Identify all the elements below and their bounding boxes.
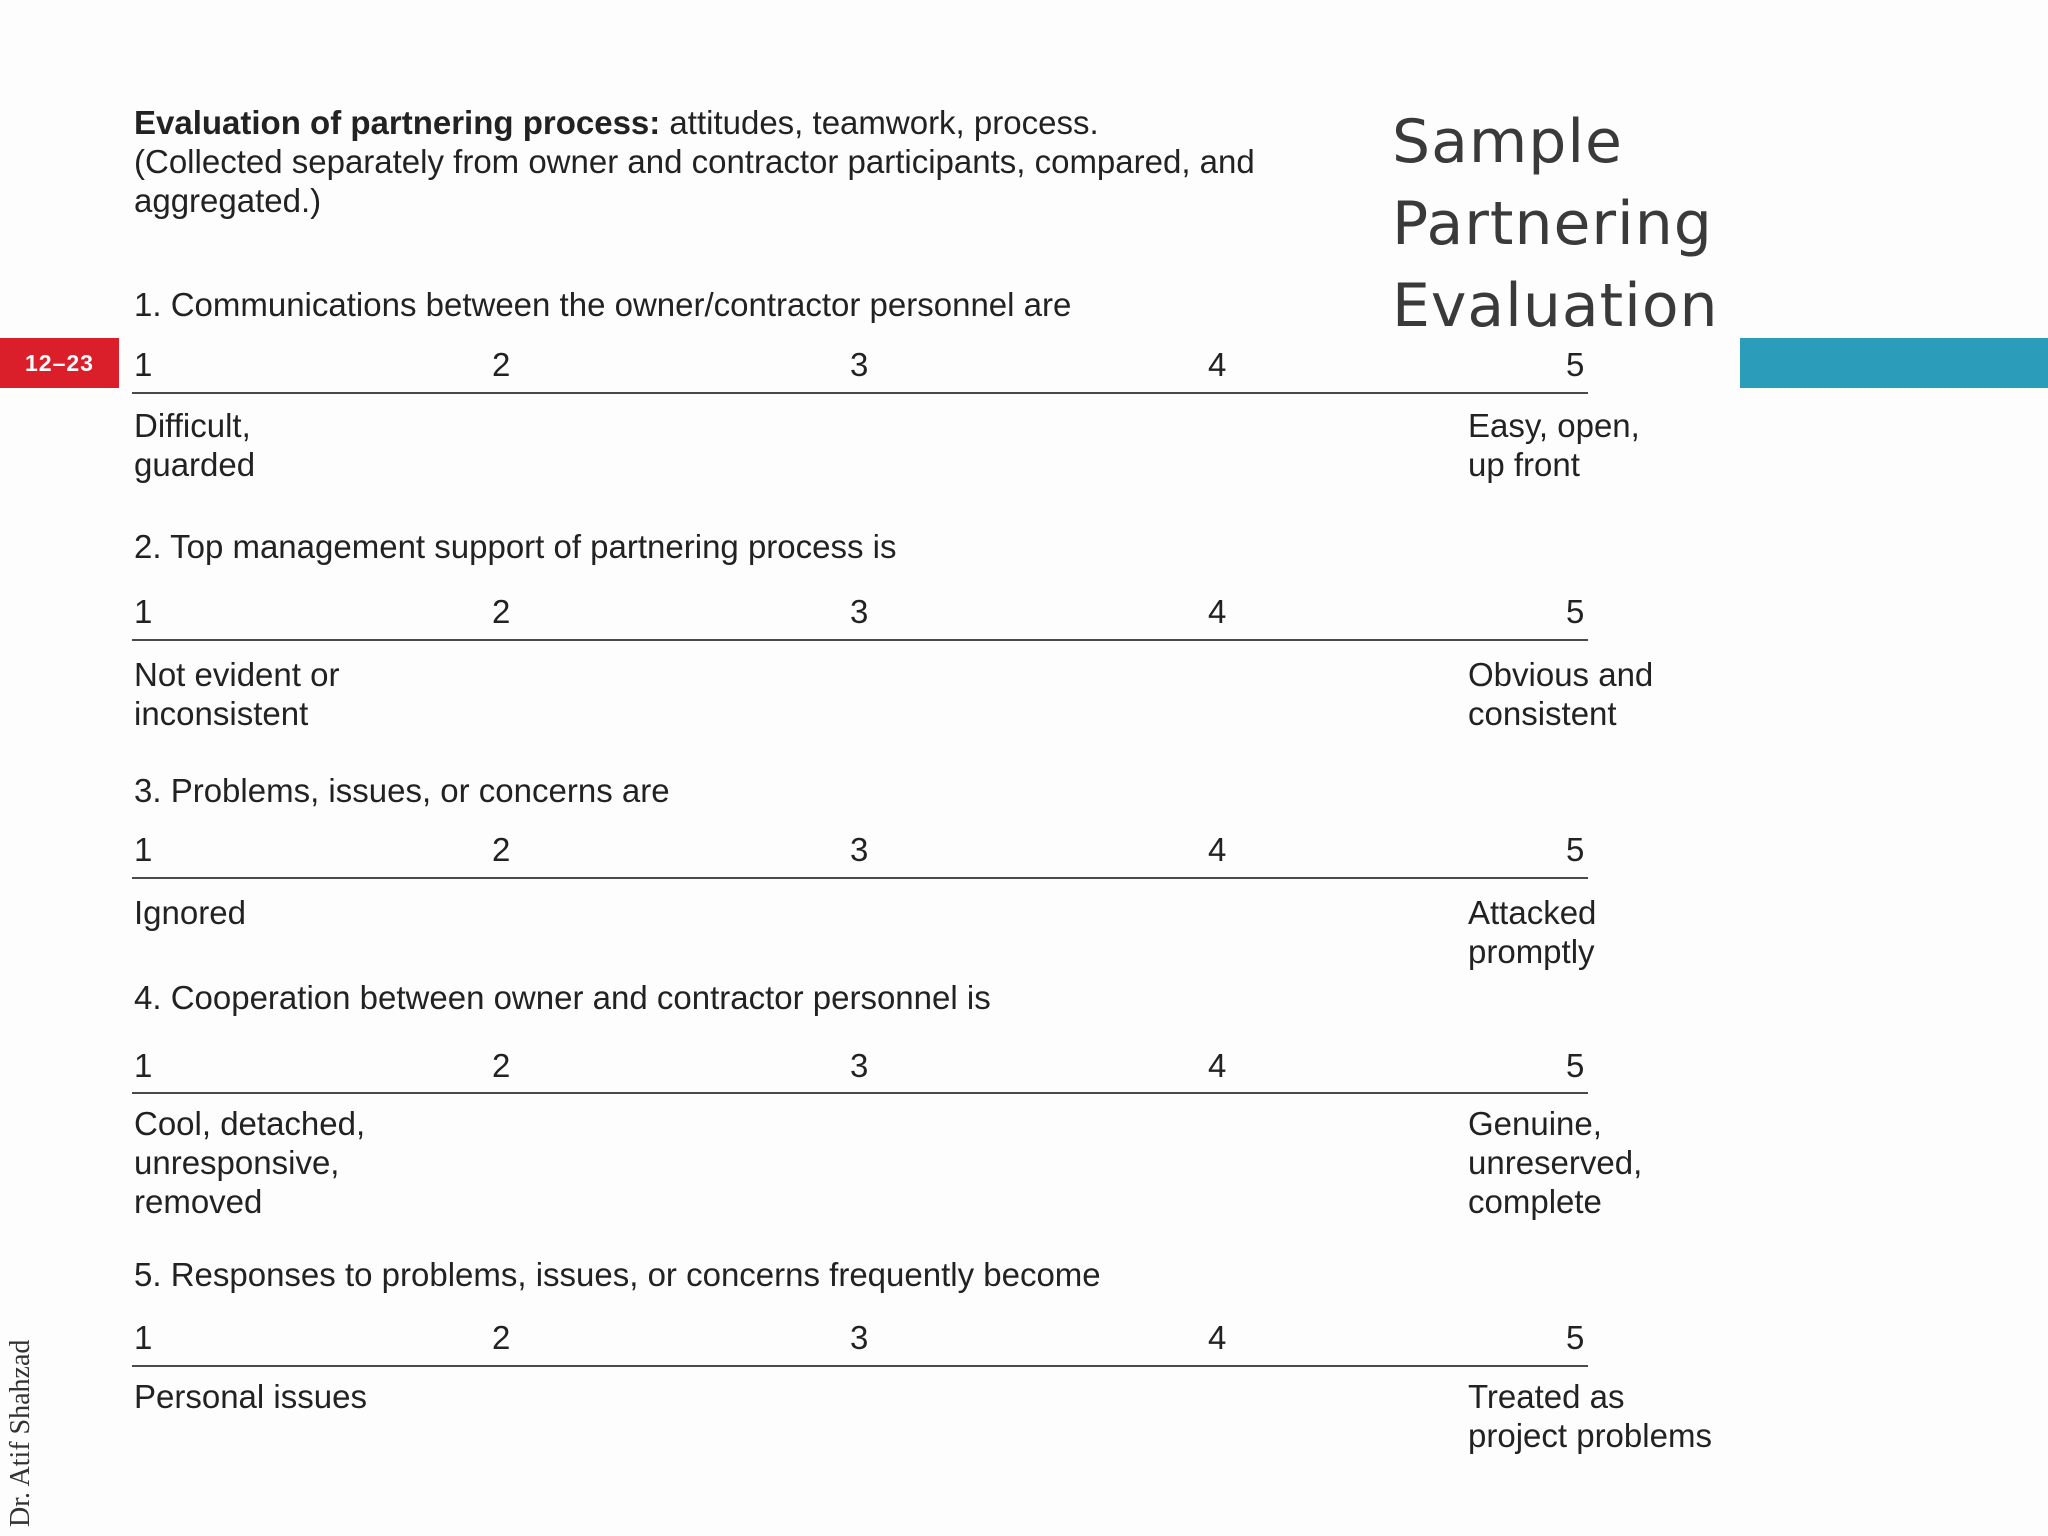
q1-high-line-2: up front <box>1468 446 1580 483</box>
question-5-text: 5. Responses to problems, issues, or concerns frequently become <box>134 1256 1101 1293</box>
slide-title <box>1392 101 1952 347</box>
q3-scale-3: 3 <box>850 831 869 868</box>
q4-scale-line <box>132 1092 1588 1094</box>
q1-scale-line <box>132 392 1588 394</box>
accent-bar <box>1740 338 2048 388</box>
q4-scale-3: 3 <box>850 1047 869 1084</box>
question-2-text: 2. Top management support of partnering process is <box>134 528 897 565</box>
q2-scale-1: 1 <box>134 593 153 630</box>
question-3-text: 3. Problems, issues, or concerns are <box>134 772 670 809</box>
q2-high-line-1: Obvious and <box>1468 656 1654 693</box>
q5-scale-1: 1 <box>134 1319 153 1356</box>
q4-high-anchor <box>1468 1104 1642 1221</box>
q3-high-anchor <box>1468 893 1596 971</box>
q3-low-line-1: Ignored <box>134 894 246 931</box>
evaluation-intro <box>134 103 1374 220</box>
q3-high-line-1: Attacked <box>1468 894 1597 931</box>
question-1-text: 1. Communications between the owner/contractor personnel are <box>134 286 1072 323</box>
q1-scale-3: 3 <box>850 346 869 383</box>
q2-scale-3: 3 <box>850 593 869 630</box>
q2-scale-5: 5 <box>1566 593 1585 630</box>
intro-line-2: (Collected separately from owner and contractor participants, compared, and <box>134 143 1255 180</box>
q1-low-line-1: Difficult, <box>134 407 251 444</box>
q4-high-line-3: complete <box>1468 1183 1602 1220</box>
intro-line-3: aggregated.) <box>134 182 322 219</box>
q2-low-line-2: inconsistent <box>134 695 309 732</box>
q1-high-anchor <box>1468 406 1640 484</box>
q3-high-line-2: promptly <box>1468 933 1595 970</box>
q2-low-line-1: Not evident or <box>134 656 340 693</box>
q4-scale-4: 4 <box>1208 1047 1227 1084</box>
q2-low-anchor <box>134 655 339 733</box>
q2-high-anchor <box>1468 655 1653 733</box>
q2-scale-line <box>132 639 1588 641</box>
q3-scale-4: 4 <box>1208 831 1227 868</box>
q3-scale-line <box>132 877 1588 879</box>
q5-scale-line <box>132 1365 1588 1367</box>
q5-scale-5: 5 <box>1566 1319 1585 1356</box>
intro-lead: attitudes, teamwork, process. <box>660 104 1099 141</box>
q3-low-anchor <box>134 893 246 932</box>
q1-high-line-1: Easy, open, <box>1468 407 1640 444</box>
q4-low-line-1: Cool, detached, <box>134 1105 366 1142</box>
q4-scale-1: 1 <box>134 1047 153 1084</box>
q3-scale-2: 2 <box>492 831 511 868</box>
q2-scale-4: 4 <box>1208 593 1227 630</box>
q5-low-line-1: Personal issues <box>134 1378 367 1415</box>
q4-scale-5: 5 <box>1566 1047 1585 1084</box>
q1-low-anchor <box>134 406 255 484</box>
q1-scale-4: 4 <box>1208 346 1227 383</box>
intro-bold-label: Evaluation of partnering process: <box>134 104 661 141</box>
q5-low-anchor <box>134 1377 367 1416</box>
slide-title-line-2: Evaluation <box>1392 271 1719 341</box>
q4-low-line-3: removed <box>134 1183 263 1220</box>
q5-high-anchor <box>1468 1377 1712 1455</box>
slide-title-line-1: Sample Partnering <box>1392 107 1713 259</box>
question-4-text: 4. Cooperation between owner and contractor personnel is <box>134 979 991 1016</box>
q1-scale-2: 2 <box>492 346 511 383</box>
q5-scale-2: 2 <box>492 1319 511 1356</box>
q2-high-line-2: consistent <box>1468 695 1617 732</box>
q4-high-line-2: unreserved, <box>1468 1144 1643 1181</box>
q1-scale-5: 5 <box>1566 346 1585 383</box>
q3-scale-1: 1 <box>134 831 153 868</box>
q1-low-line-2: guarded <box>134 446 256 483</box>
q4-high-line-1: Genuine, <box>1468 1105 1602 1142</box>
q4-low-line-2: unresponsive, <box>134 1144 340 1181</box>
q3-scale-5: 5 <box>1566 831 1585 868</box>
slide-number-badge: 12–23 <box>0 338 119 388</box>
q5-high-line-1: Treated as <box>1468 1378 1625 1415</box>
q1-scale-1: 1 <box>134 346 153 383</box>
author-credit: Dr. Atif Shahzad <box>5 1339 36 1527</box>
q2-scale-2: 2 <box>492 593 511 630</box>
q5-scale-3: 3 <box>850 1319 869 1356</box>
q5-high-line-2: project problems <box>1468 1417 1712 1454</box>
q5-scale-4: 4 <box>1208 1319 1227 1356</box>
q4-scale-2: 2 <box>492 1047 511 1084</box>
q4-low-anchor <box>134 1104 365 1221</box>
